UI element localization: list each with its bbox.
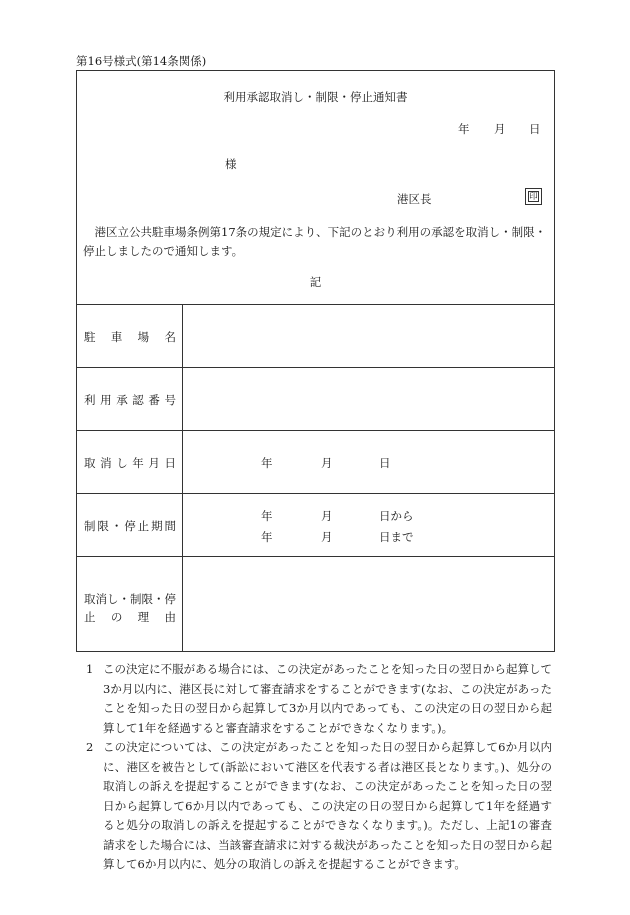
label-approval-number: 利用承認番号 xyxy=(84,393,176,407)
form-number: 第16号様式(第14条関係) xyxy=(76,54,207,68)
row-parking-name xyxy=(77,304,554,367)
from-year: 年 xyxy=(261,509,273,523)
note-text: この決定に不服がある場合には、この決定があったことを知った日の翌日から起算して3か月以内に、港区長に対して審査請求をすることができます(なお、この決定があったことを知った日の翌日から起算して3か月以内であっても、この決定の日の翌日から起算して1年を経過すると審査請求をすることができなくなります。)。 xyxy=(103,662,552,735)
record-mark: 記 xyxy=(309,275,322,289)
label-cell xyxy=(77,368,183,430)
from-day: 日から xyxy=(379,509,414,523)
date-day: 日 xyxy=(529,122,541,136)
label-cell xyxy=(77,494,183,556)
date-year: 年 xyxy=(458,122,470,136)
label-cell xyxy=(77,431,183,493)
row-restriction-period xyxy=(77,493,554,556)
date-month: 月 xyxy=(494,122,506,136)
cancel-year: 年 xyxy=(261,456,273,470)
cancel-month: 月 xyxy=(321,456,333,470)
to-year: 年 xyxy=(261,530,273,544)
label-restriction-period: 制限・停止期間 xyxy=(84,519,176,533)
addressee-suffix: 様 xyxy=(225,157,237,171)
label-cell xyxy=(77,305,183,367)
label-cancel-date: 取消し年月日 xyxy=(84,456,176,470)
label-cell xyxy=(77,557,183,652)
restriction-period-field[interactable] xyxy=(183,494,554,556)
notice-body: 港区立公共駐車場条例第17条の規定により、下記のとおり利用の承認を取消し・制限・停止しましたので通知します。 xyxy=(83,225,547,258)
document-title: 利用承認取消し・制限・停止通知書 xyxy=(223,90,408,104)
issuer-name: 港区長 xyxy=(397,192,432,206)
reason-field[interactable] xyxy=(183,557,554,652)
note-item xyxy=(86,660,552,738)
cancel-date-field[interactable] xyxy=(183,431,554,493)
note-text: この決定については、この決定があったことを知った日の翌日から起算して6か月以内に、港区を被告として(訴訟において港区を代表する者は港区長となります。)、処分の取消しの訴えを提起することができます(なお、この決定があったことを知った日の翌日から起算して6か月以内であっても、この決定の日の翌日から起算して1年を経過すると処分の取消しの訴えを提起することができなくなります。)。ただし、上記1の審査請求をした場合には、当該審査請求に対する裁決があったことを知った日の翌日から起算して6か月以内に、処分の取消しの訴えを提起することができます。 xyxy=(103,740,552,871)
notice-form xyxy=(76,70,555,652)
approval-number-field[interactable] xyxy=(183,368,554,430)
label-reason-line1: 取消し・制限・停 xyxy=(84,592,176,606)
to-month: 月 xyxy=(321,530,333,544)
to-day: 日まで xyxy=(379,530,414,544)
notes xyxy=(86,660,552,875)
cancel-day: 日 xyxy=(379,456,391,470)
note-item xyxy=(86,738,552,875)
from-month: 月 xyxy=(321,509,333,523)
label-reason-line2: 止の理由 xyxy=(84,610,176,624)
parking-name-field[interactable] xyxy=(183,305,554,367)
row-reason xyxy=(77,556,554,652)
seal-icon: 印 xyxy=(529,192,538,202)
row-cancel-date xyxy=(77,430,554,493)
row-approval-number xyxy=(77,367,554,430)
note-number: 1 xyxy=(86,662,94,676)
seal-stamp xyxy=(525,188,542,205)
label-parking-name: 駐車場名 xyxy=(84,330,176,344)
note-number: 2 xyxy=(86,740,94,754)
